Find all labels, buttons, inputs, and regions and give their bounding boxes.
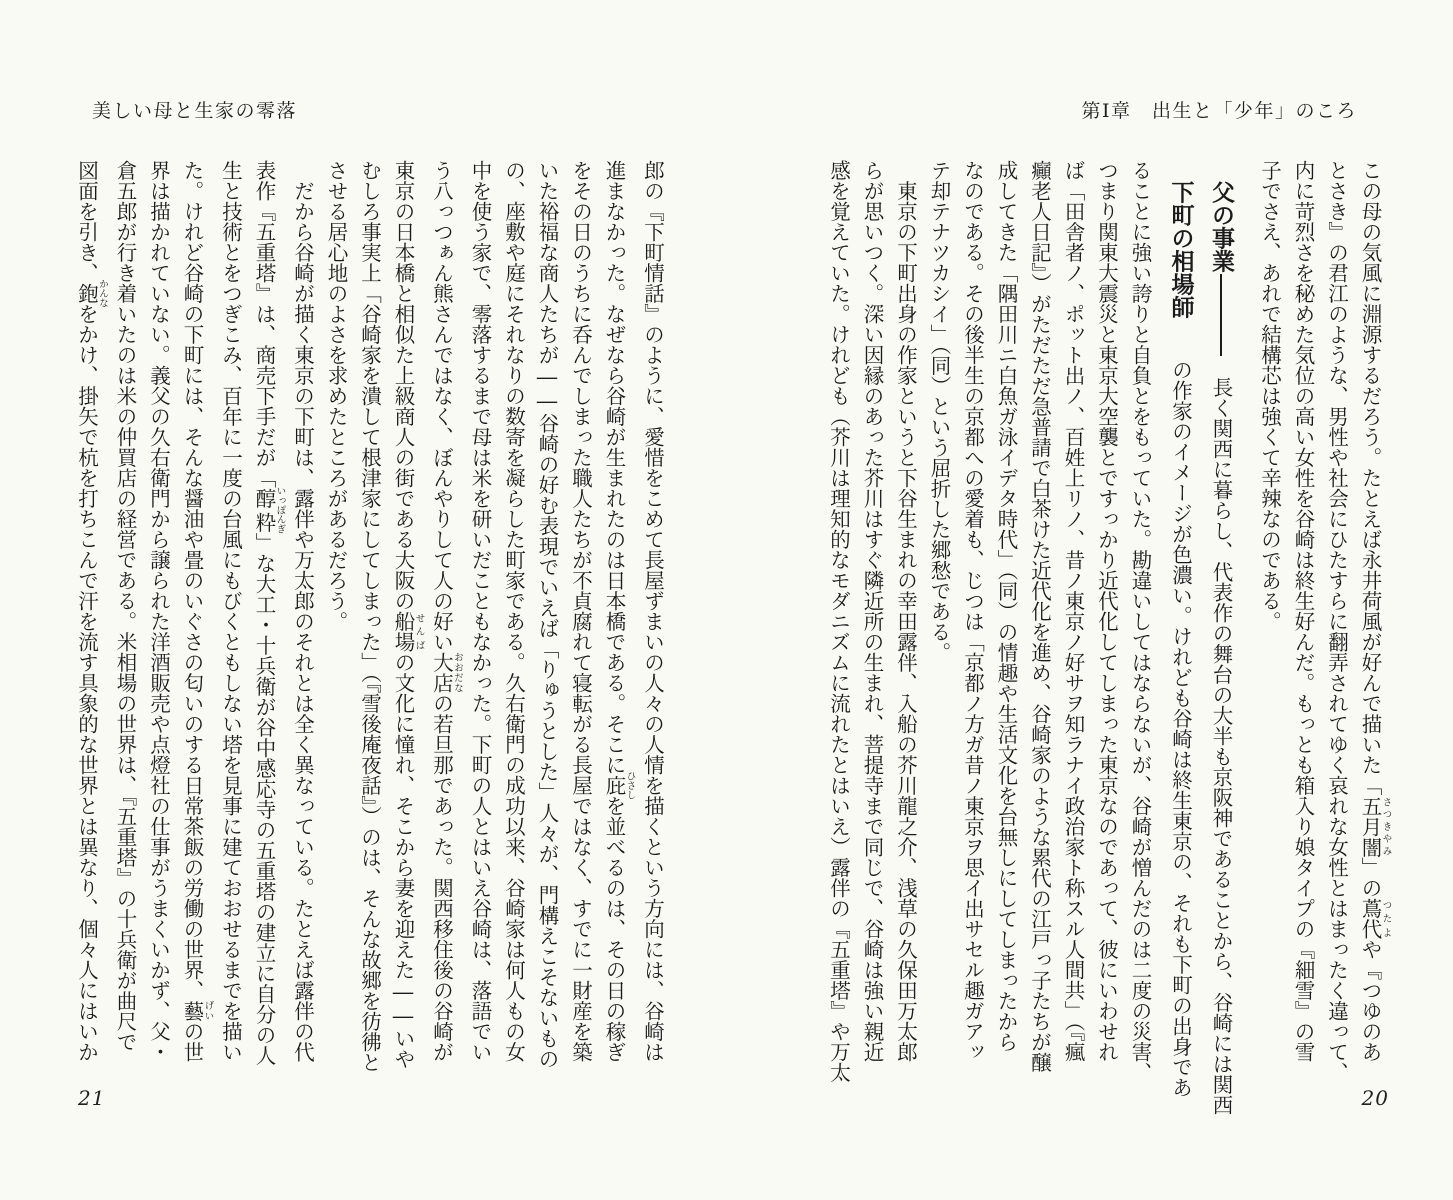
section-heading: 父の事業 — [1208, 180, 1235, 273]
page-number-right: 20 — [1361, 1086, 1389, 1110]
text-column: らが思いつく。深い因縁のあった芥川はすぐ隣近所の生まれ、菩提寺まで同じで、谷崎は強い親近 — [860, 160, 884, 1062]
text-column: 感を覚えていた。けれども（芥川は理知的なモダニズムに流れたとはいえ）露伴の『五重塔』や万太 — [826, 160, 851, 1083]
text-column: う八っつぁん熊さんではなく、ぼんやりして人の好い大店おおだなの若旦那であった。関西移住後の谷崎が — [429, 160, 463, 1062]
text-column: 下町の相場師 の作家のイメージが色濃い。けれども谷崎は終生東京の、それも下町の出身であ — [1167, 180, 1195, 1098]
text-column: 東京の日本橋と相似た上級商人の街である大阪の船場せんばの文化に憧れ、そこから妻を迎えた――いや — [391, 160, 425, 1069]
text-column: 父の事業 長く関西に暮らし、代表作の舞台の大半も京阪神であることから、谷崎には関西 — [1208, 180, 1235, 1115]
text-column: た。けれど谷崎の下町には、そんな醤油や畳のいぐさの匂いのする日常茶飯の労働の世界、藝げいの世 — [180, 160, 214, 1062]
heading-dash — [1211, 273, 1232, 357]
running-header-section: 美しい母と生家の零落 — [92, 100, 298, 122]
text-column: させる居心地のよさを求めたところがあるだろう。 — [324, 160, 348, 632]
text-column: 郎の『下町情話』のように、愛惜をこめて長屋ずまいの人々の人情を描くという方向には、谷崎は — [640, 160, 665, 1062]
text-column: 進まなかった。なぜなら谷崎が生まれたのは日本橋である。そこに庇ひさしを並べるのは、その日の稼ぎ — [602, 160, 636, 1062]
text-column: ば「田舎者ノ、ポット出ノ、百姓上リノ、昔ノ東京ノ好サヲ知ラナイ政治家ト称スル人間共」（『瘋 — [1061, 160, 1085, 1062]
text-column: つまり関東大震災と東京大空襲とですっかり近代化してしまった東京なのであって、彼にいわせれ — [1094, 160, 1119, 1062]
text-column: なのである。その後半生の京都への愛着も、じつは「京都ノ方ガ昔ノ東京ヲ思イ出サセル趣ガアッ — [960, 160, 985, 1062]
text-column: 図面を引き、鉋かんなをかけ、掛矢で杭を打ちこんで汗を流す具象的な世界とは異なり、個々人にはいか — [74, 160, 108, 1062]
text-column: をその日のうちに呑んでしまった職人たちが不貞腐れて寝転がる長屋ではなく、すでに一財産を築 — [568, 160, 593, 1062]
text-column: いた裕福な商人たちが――谷崎の好む表現でいえば「りゅうとした」人々が、門構えこそないもの — [535, 160, 559, 1069]
text-column: 東京の下町出身の作家というと下谷生まれの幸田露伴、入船の芥川龍之介、浅草の久保田万太郎 — [893, 160, 918, 1062]
page-number-left: 21 — [78, 1086, 106, 1110]
text-column: 癲老人日記』）がただただ急普請で白茶けた近代化を進め、谷崎家のような累代の江戸っ子たちが醸 — [1027, 160, 1052, 1073]
text-column: の、座敷や庭にそれなりの数寄を凝らした町家である。久右衛門の成功以来、谷崎家は何人もの女 — [501, 160, 526, 1062]
text-column: 界は描かれていない。義父の久右衛門から譲られた洋酒販売や点燈社の仕事がうまくいかず、父・ — [146, 160, 171, 1062]
section-heading: 下町の相場師 — [1167, 180, 1195, 319]
text-column: むしろ事実上「谷崎家を潰して根津家にしてしまった」（『雪後庵夜話』）のは、そんな故郷を彷彿と — [357, 160, 382, 1073]
text-column: 倉五郎が行き着いたのは米の仲買店の経営である。米相場の世界は、『五重塔』の十兵衛が曲尺で — [113, 160, 137, 1052]
text-column: 中を使う家で、零落するまで母は米を研いだこともなかった。下町の人とはいえ谷崎は、落語でい — [468, 160, 492, 1062]
text-column: とさき』の君江のような、男性や社会にひたすらに翻弄されてゆく哀れな女性とはまったく違って、 — [1324, 160, 1349, 1083]
text-column: 生と技術とをつぎこみ、百年に一度の台風にもびくともしない塔を見事に建ておおせるまでを描い — [218, 160, 243, 1062]
text-column: 内に苛烈さを秘めた気位の高い女性を谷崎は終生好んだ。もっとも箱入り娘タイプの『細雪』の雪 — [1291, 160, 1315, 1062]
text-column: だから谷崎が描く東京の下町は、露伴や万太郎のそれとは全く異なっている。たとえば露伴の代 — [290, 160, 315, 1062]
text-column: 表作『五重塔』は、商売下手だが「醇粋いっぽんぎ」な大工・十兵衛が谷中感応寺の五重塔の建立に自分の人 — [252, 160, 286, 1066]
body-text-left-page — [69, 160, 669, 1110]
text-column: 成してきた「隅田川ニ白魚ガ泳イデタ時代」（同）の情趣や生活文化を台無しにしてしまったから — [994, 160, 1018, 1052]
text-column: 子でさえ、あれで結構芯は強くて辛辣なのである。 — [1257, 160, 1282, 632]
text-column: ることに強い誇りと自負とをもっていた。勘違いしてはならないが、谷崎が憎んだのは二度の災害、 — [1128, 160, 1152, 1083]
running-header-chapter: 第Ⅰ章 出生と「少年」のころ — [1081, 100, 1357, 122]
text-column: この母の気風に淵源するだろう。たとえば永井荷風が好んで描いた「五月闇さつきやみ」の蔦代つたよや『つゆのあ — [1358, 160, 1392, 1062]
text-column: テ却テナツカシイ」（同）という屈折した郷愁である。 — [927, 160, 951, 663]
body-text-right-page — [821, 160, 1392, 1115]
